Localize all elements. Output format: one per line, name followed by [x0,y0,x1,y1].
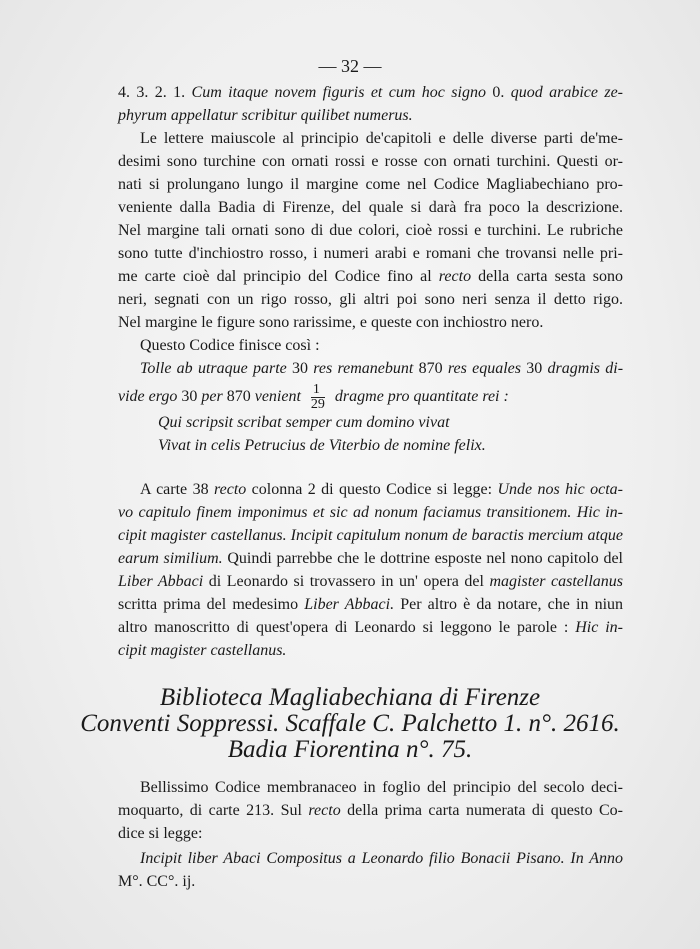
italic-text: recto [308,802,341,819]
italic-text: magister castellanus [489,573,624,590]
italic-text: Liber Abbaci [118,573,204,590]
italic-text: Liber Abbaci. [304,596,395,613]
text: A carte 38 [140,481,214,498]
text-line [118,824,623,844]
text: dragme pro quantitate rei : [334,388,509,406]
text: me carte cioè dal principio del Codice fino al [118,268,439,285]
text: neri, segnati con un rigo rosso, gli altri poi sono neri senza il detto rigo. [118,291,623,308]
text-line [118,872,623,892]
text-line [140,129,623,149]
text: 0. [492,84,511,101]
text-line [118,83,623,103]
italic-text: Cum itaque novem figuris et cum hoc signo [191,84,493,101]
text: colonna 2 di questo Codice si legge: [246,481,498,498]
italic-text: Tolle ab utraque parte [140,360,293,377]
fraction [311,383,325,412]
italic-text: earum similium. [118,550,223,567]
text: 870 [226,388,255,406]
denominator: 29 [310,397,325,412]
text-line [118,526,623,546]
text-line [118,221,623,241]
verse-line: Vivat in celis Petrucius de Viterbio de nomine felix. [158,437,486,454]
text: 30 [292,360,314,377]
text: altro manoscritto di quest'opera di Leonardo si leggono le parole : [118,619,576,636]
section-heading: Conventi Soppressi. Scaffale C. Palchetto 1. n°. 2616. [80,710,620,737]
numerator: 1 [311,383,325,398]
text: Per altro è da notare, che in niun [394,596,624,613]
text: della carta sesta sono [471,268,624,285]
text: moquarto, di carte 213. Sul [118,802,309,819]
verse-line: Qui scripsit scribat semper cum domino vivat [158,414,450,431]
italic-text: Incipit liber Abaci Compositus a Leonardo filio Bonacii Pisano. In Anno [140,850,623,867]
text-line [118,290,623,310]
text: della prima carta numerata di questo Co- [340,802,624,819]
italic-text: res remanebunt [313,360,419,377]
text-line [118,618,623,638]
page-number: — 32 — [318,56,382,76]
italic-text: cipit magister castellanus. [118,642,287,659]
text: Le lettere maiuscole al principio de'capitoli e delle diverse parti de'me- [140,130,623,147]
italic-text: recto [213,481,247,498]
text-line [118,198,623,218]
text: 30 [526,360,548,377]
italic-text: Unde nos hic octa- [497,481,624,498]
text: dice si legge: [118,825,203,842]
italic-text: vo capitulo finem imponimus et sic ad nonum faciamus transitionem. Hic in- [118,504,623,521]
text: Quindi parrebbe che le dottrine esposte nel nono capitolo del [222,550,624,567]
italic-text: res equales [447,360,527,377]
text: veniente dalla Badia di Firenze, del quale si darà fra poco la descrizione. [118,199,623,216]
text-line [140,778,623,798]
text-line [118,595,623,615]
text-line [118,641,623,661]
section-heading: Badia Fiorentina n°. 75. [227,736,473,763]
text: M°. CC°. ij. [118,873,196,890]
fraction-line [118,383,509,412]
text: per [201,388,227,406]
text-line [118,503,623,523]
text: venient [254,388,301,406]
text-line [118,549,623,569]
text: Nel margine tali ornati sono di due colori, cioè rossi e turchini. Le rubriche [118,222,623,239]
text-line [140,849,623,869]
text: Bellissimo Codice membranaceo in foglio del principio del secolo deci- [140,779,623,796]
italic-text: cipit magister castellanus. Incipit capitulum nonum de baractis mercium atque [118,527,623,544]
italic-text: recto [438,268,472,285]
text: Nel margine le figure sono rarissime, e queste con inchiostro nero. [118,314,544,331]
text-line [140,359,623,379]
section-heading: Biblioteca Magliabechiana di Firenze [159,684,541,711]
text-line [118,152,623,172]
italic-text: Hic in- [575,619,623,636]
text: scritta prima del medesimo [118,596,305,613]
text: 4. 3. 2. 1. [118,84,192,101]
text: desimi sono turchine con ornati rossi e rosse con ornati turchini. Questi or- [118,153,623,170]
text: 870 [418,360,448,377]
text-line [118,106,623,126]
italic-text: phyrum appellatur scribitur quilibet numerus. [118,107,413,124]
text: nati si prolungano lungo il margine come nel Codice Magliabechiano pro- [118,176,623,193]
text-line [118,801,623,821]
text-line [118,175,623,195]
text-line [118,267,623,287]
italic-text: dragmis di- [547,360,624,377]
text: sono tutte d'inchiostro rosso, i numeri arabi e romani che trovansi nelle pri- [118,245,623,262]
text: vide ergo [118,388,182,406]
text: 30 [181,388,202,406]
text: di Leonardo si trovassero in un' opera del [203,573,490,590]
text-line [118,244,623,264]
text-line [140,480,623,500]
text-line [140,336,623,356]
text-line [118,572,623,592]
italic-text: quod arabice ze- [510,84,624,101]
text: Questo Codice finisce così : [140,337,320,354]
text-line [118,313,623,333]
